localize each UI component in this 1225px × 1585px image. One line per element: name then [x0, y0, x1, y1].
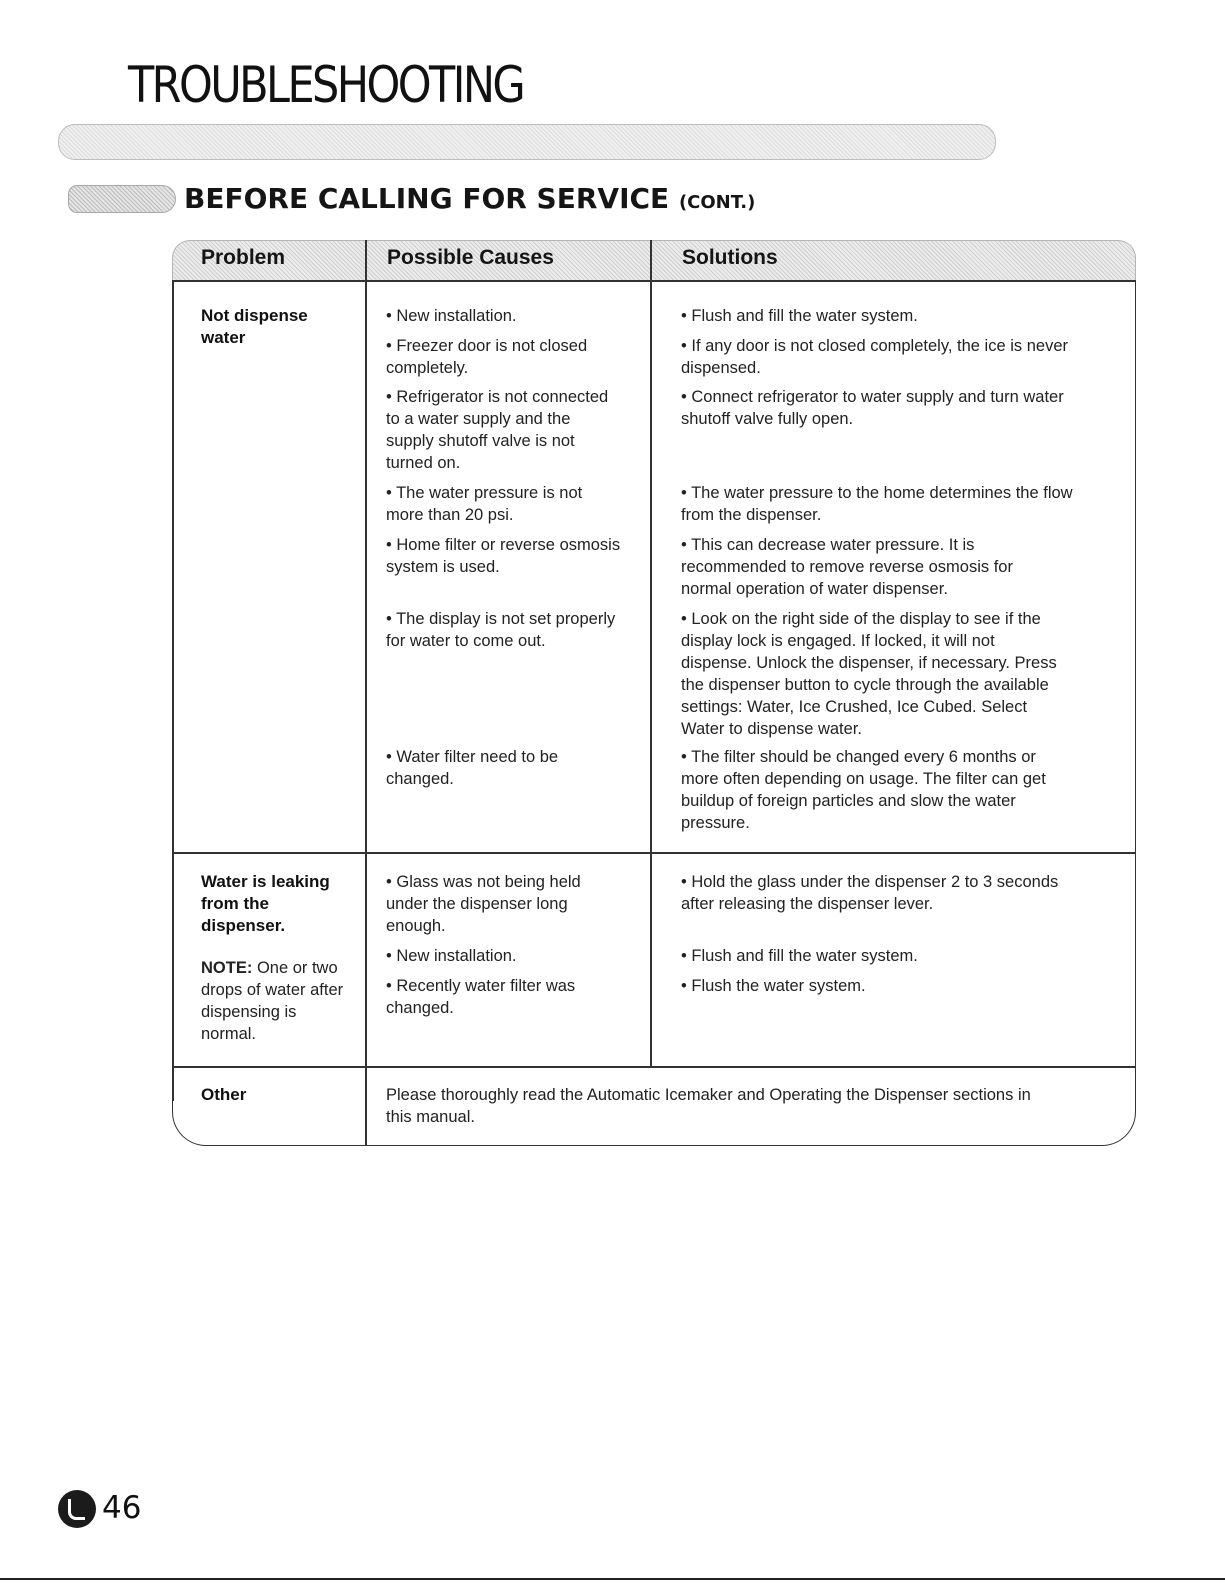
cause-line: • The water pressure is not [386, 484, 583, 502]
solution-item [681, 871, 1103, 915]
problem-cell [201, 871, 330, 937]
title-banner-bar [58, 124, 996, 160]
section-title [184, 182, 755, 215]
page-number: 46 [102, 1490, 142, 1526]
section-pill-icon [68, 185, 176, 213]
cause-line: completely. [386, 359, 469, 377]
cause-line: supply shutoff valve is not [386, 432, 575, 450]
cause-line: changed. [386, 770, 454, 788]
problem-line: from the [201, 894, 269, 913]
cause-item [386, 871, 658, 937]
cause-line: more than 20 psi. [386, 506, 514, 524]
cause-line: • Refrigerator is not connected [386, 388, 609, 406]
table-header [172, 240, 1136, 281]
cause-line: enough. [386, 917, 446, 935]
header-rule [172, 280, 1136, 282]
solution-line: • If any door is not closed completely, the ice is never [681, 337, 1068, 355]
note-label: NOTE: [201, 959, 253, 977]
solution-line: dispense. Unlock the dispenser, if necessary. Press [681, 654, 1057, 672]
row-divider [172, 852, 1136, 854]
solution-item [681, 482, 1103, 526]
cause-item [386, 386, 658, 474]
solution-line: from the dispenser. [681, 506, 822, 524]
solution-line: • The filter should be changed every 6 months or [681, 748, 1036, 766]
cause-item [386, 482, 658, 526]
solution-line: settings: Water, Ice Crushed, Ice Cubed. Select [681, 698, 1028, 716]
cause-line: turned on. [386, 454, 461, 472]
solution-line: shutoff valve fully open. [681, 410, 854, 428]
problem-line: dispenser. [201, 916, 286, 935]
problem-line: Not dispense [201, 306, 308, 325]
solution-item [681, 746, 1103, 834]
solution-item [681, 386, 1103, 430]
cause-line: • Glass was not being held [386, 873, 581, 891]
other-text [386, 1084, 1106, 1128]
cause-line: • New installation. [386, 947, 517, 965]
table-border-right [1135, 281, 1137, 1101]
page-title: TROUBLESHOOTING [128, 56, 524, 114]
solution-line: normal operation of water dispenser. [681, 580, 948, 598]
cause-line: for water to come out. [386, 632, 546, 650]
section-title-suffix: (CONT.) [678, 192, 756, 213]
problem-line: water [201, 328, 246, 347]
solution-item [681, 534, 1103, 600]
solution-line: recommended to remove reverse osmosis for [681, 558, 1013, 576]
solution-line: • Look on the right side of the display to see if the [681, 610, 1041, 628]
cause-line: • The display is not set properly [386, 610, 616, 628]
cause-line: to a water supply and the [386, 410, 571, 428]
solution-line: • Flush the water system. [681, 977, 866, 995]
cause-item [386, 335, 658, 379]
cause-line: under the dispenser long [386, 895, 568, 913]
solution-line: Water to dispense water. [681, 720, 862, 738]
solution-line: • Flush and fill the water system. [681, 307, 918, 325]
problem-line: Water is leaking [201, 872, 330, 891]
other-line: Please thoroughly read the Automatic Icemaker and Operating the Dispenser sections in [386, 1086, 1031, 1104]
column-divider [365, 240, 367, 1145]
other-line: this manual. [386, 1108, 475, 1126]
cause-item [386, 608, 658, 652]
note-line: drops of water after [201, 981, 344, 999]
solution-line: more often depending on usage. The filter can get [681, 770, 1046, 788]
solution-item [681, 305, 1103, 327]
cause-item [386, 975, 658, 1019]
troubleshooting-table [172, 240, 1136, 1161]
problem-cell [201, 1084, 246, 1106]
note-line: dispensing is [201, 1003, 297, 1021]
problem-cell [201, 305, 308, 349]
cause-item [386, 305, 658, 327]
note-cell [201, 957, 361, 1045]
solution-line: display lock is engaged. If locked, it will not [681, 632, 995, 650]
solution-line: buildup of foreign particles and slow the water [681, 792, 1016, 810]
cause-item [386, 945, 658, 967]
cause-line: • Home filter or reverse osmosis [386, 536, 621, 554]
solution-line: pressure. [681, 814, 750, 832]
header-possible-causes: Possible Causes [387, 246, 554, 269]
header-problem: Problem [201, 246, 286, 269]
solution-line: • Flush and fill the water system. [681, 947, 918, 965]
solution-item [681, 975, 1103, 997]
solution-item [681, 608, 1103, 740]
solution-item [681, 945, 1103, 967]
header-solutions: Solutions [682, 246, 778, 269]
cause-line: system is used. [386, 558, 500, 576]
solution-item [681, 335, 1103, 379]
cause-line: changed. [386, 999, 454, 1017]
table-border-left [172, 281, 174, 1101]
bottom-rule [0, 1578, 1225, 1580]
solution-line: after releasing the dispenser lever. [681, 895, 934, 913]
solution-line: • Connect refrigerator to water supply and turn water [681, 388, 1064, 406]
section-title-text: BEFORE CALLING FOR SERVICE [184, 182, 670, 215]
solution-line: dispensed. [681, 359, 761, 377]
note-line: One or two [256, 959, 338, 977]
cause-item [386, 534, 658, 578]
cause-item [386, 746, 658, 790]
lg-logo-icon [58, 1490, 96, 1528]
solution-line: • The water pressure to the home determines the flow [681, 484, 1073, 502]
problem-line: Other [201, 1085, 247, 1104]
cause-line: • Water filter need to be [386, 748, 559, 766]
cause-line: • Recently water filter was [386, 977, 576, 995]
note-line: normal. [201, 1025, 257, 1043]
solution-line: the dispenser button to cycle through the available [681, 676, 1049, 694]
solution-line: • This can decrease water pressure. It is [681, 536, 975, 554]
solution-line: • Hold the glass under the dispenser 2 to 3 seconds [681, 873, 1059, 891]
cause-line: • New installation. [386, 307, 517, 325]
cause-line: • Freezer door is not closed [386, 337, 588, 355]
